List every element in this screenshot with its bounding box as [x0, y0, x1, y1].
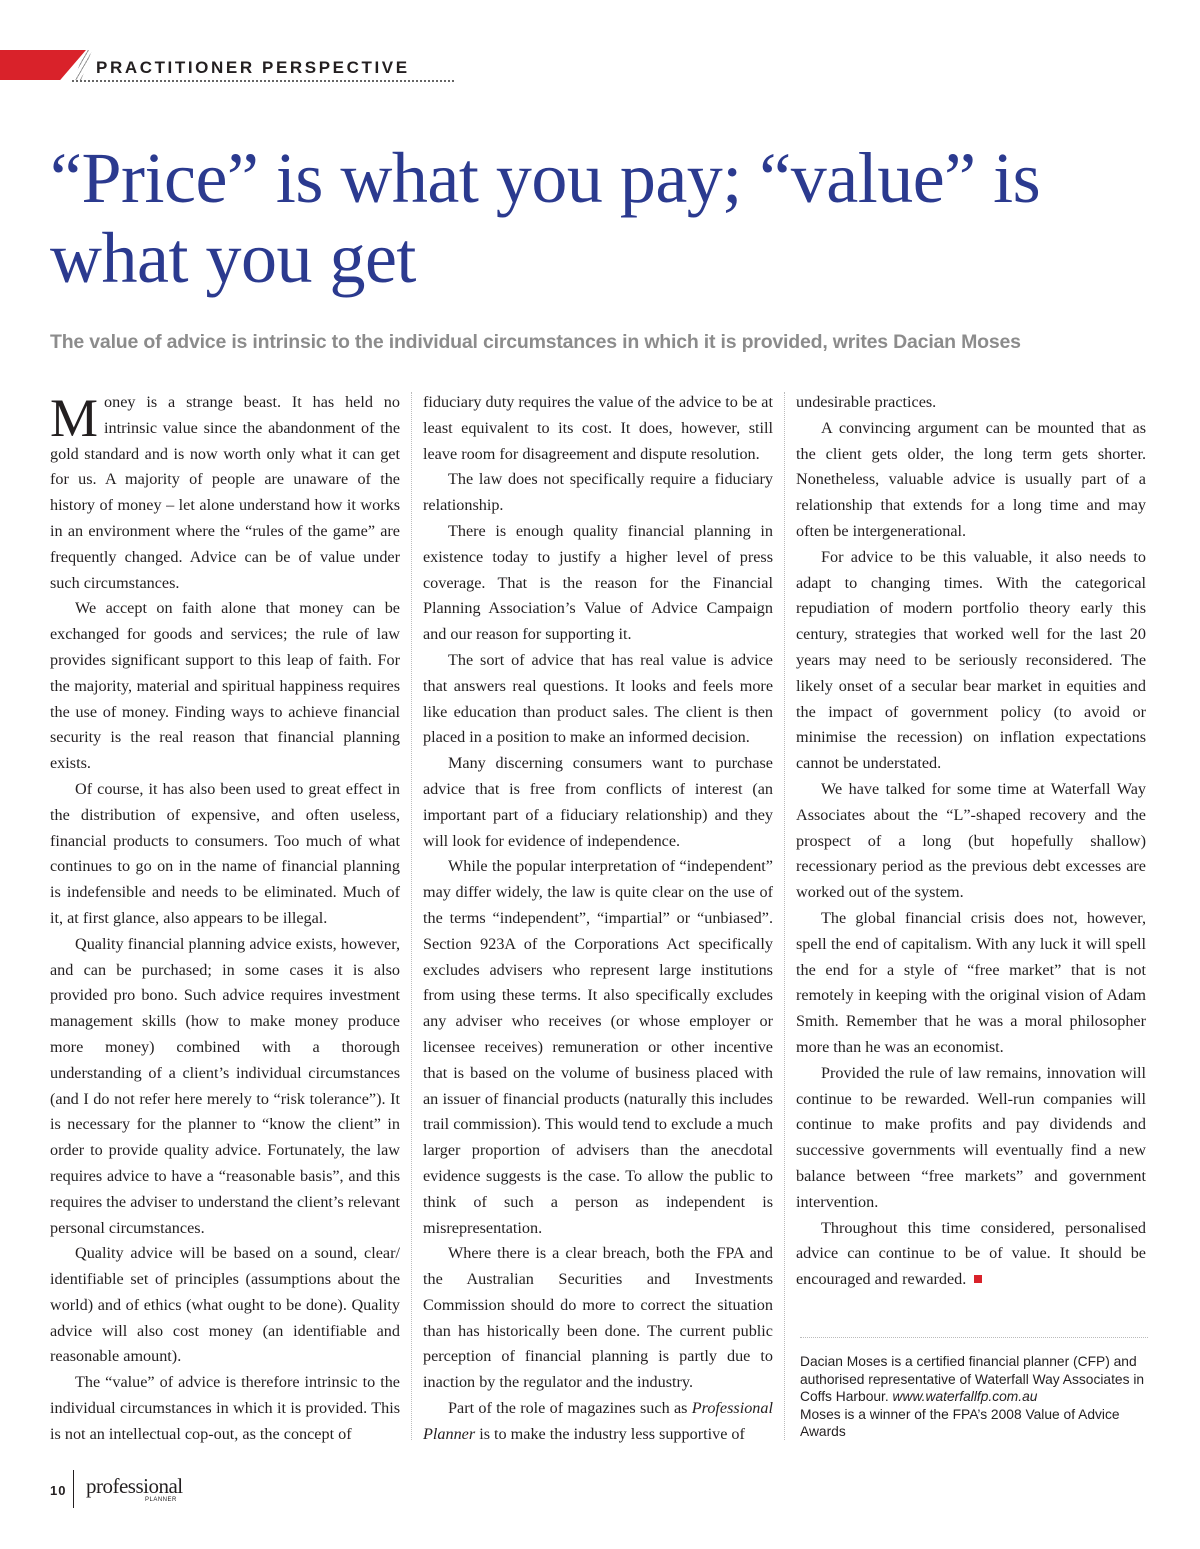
article-column-1 — [50, 390, 400, 1448]
drop-cap: M — [50, 388, 99, 448]
paragraph — [796, 1216, 1146, 1293]
paragraph: The law does not specifically require a fiduciary relationship. — [423, 470, 773, 515]
paragraph: Of course, it has also been used to great effect in the distribution of expensive, and often useless, financial products to consumers. Too much of what continues to go on in the name of financial planning is indefensible and needs to be eliminated. Much of it, at first glance, also appears to be illegal. — [50, 779, 400, 927]
article-column-3 — [796, 390, 1146, 1293]
paragraph — [423, 1396, 773, 1448]
bio-dotted-rule — [800, 1337, 1148, 1338]
section-dotted-rule — [72, 80, 454, 82]
paragraph: Quality financial planning advice exists, however, and can be purchased; in some cases it is also provided pro bono. Such advice requires investment management skills (how to make money produce more money) combined with a thorough understanding of a client’s individual circumstances (and I do not refer here merely to “risk tolerance”). It is necessary for the planner to “know the client” in order to provide quality advice. Fortunately, the law requires advice to have a “reasonable basis”, and this requires the adviser to understand the client’s relevant personal circumstances. — [50, 934, 400, 1237]
paragraph: A convincing argument can be mounted that as the client gets older, the long term gets shorter. Nonetheless, valuable advice is usually part of a relationship that extends for a long time and may often be intergenerational. — [796, 418, 1146, 540]
bio-website-link[interactable]: www.waterfallfp.com.au — [892, 1389, 1038, 1405]
paragraph: There is enough quality financial planning in existence today to justify a higher level of press coverage. That is the reason for the Financial Planning Association’s Value of Advice Campaign and our reason for supporting it. — [423, 521, 773, 644]
article-column-2 — [423, 390, 773, 1448]
column-divider — [784, 392, 785, 1440]
paragraph-text: Part of the role of magazines such as — [448, 1399, 692, 1418]
paragraph: Provided the rule of law remains, innovation will continue to be rewarded. Well-run companies will continue to make profits and pay dividends and successive governments will eventually find a new balance between “free markets” and government intervention. — [796, 1063, 1146, 1211]
section-label: PRACTITIONER PERSPECTIVE — [96, 58, 410, 77]
paragraph: The “value” of advice is therefore intrinsic to the individual circumstances in which it is provided. This is not an intellectual cop-out, as the concept of — [50, 1373, 400, 1443]
paragraph-text: Throughout this time considered, personalised advice can continue to be of value. It should be encouraged and rewarded. — [796, 1218, 1146, 1289]
paragraph: Where there is a clear breach, both the FPA and the Australian Securities and Investments Commission should do more to correct the situation than has historically been done. The current public perception of financial planning is partly due to inaction by the regulator and the industry. — [423, 1244, 773, 1392]
paragraph: While the popular interpretation of “independent” may differ widely, the law is quite clear on the use of the terms “independent”, “impartial” or “unbiased”. Section 923A of the Corporations Act specifically excludes advisers who represent large institutions from using these terms. It also specifically excludes any adviser who receives (or whose employer or licensee receives) remuneration or other incentive that is based on the volume of business placed with an issuer of financial products (naturally this includes trail commission). This would tend to exclude a much larger proportion of advisers than the anecdotal evidence suggests is the case. To allow the public to think of such a person as independent is misrepresentation. — [423, 857, 773, 1237]
section-accent-bar — [0, 50, 86, 80]
paragraph: The global financial crisis does not, however, spell the end of capitalism. With any luck it will spell the end for a style of “free market” that is not remotely in keeping with the original vision of Adam Smith. Remember that he was a moral philosopher more than he was an economist. — [796, 908, 1146, 1056]
magazine-logo-subtitle: PLANNER — [145, 1497, 177, 1503]
paragraph: Quality advice will be based on a sound, clear/ identifiable set of principles (assumptions about the world) and of ethics (what ought to be done). Quality advice will also cost money (an identifiable and reasonable amount). — [50, 1244, 400, 1366]
paragraph: fiduciary duty requires the value of the advice to be at least equivalent to its cost. It does, however, still leave room for disagreement and dispute resolution. — [423, 393, 773, 463]
magazine-logo: professional — [86, 1474, 183, 1498]
page-number: 10 — [50, 1483, 67, 1498]
paragraph: The sort of advice that has real value is advice that answers real questions. It looks and feels more like education than product sales. The client is then placed in a position to make an informed decision. — [423, 650, 773, 747]
author-bio — [800, 1353, 1150, 1441]
paragraph — [50, 390, 400, 596]
paragraph: We accept on faith alone that money can be exchanged for goods and services; the rule of law provides significant support to this leap of faith. For the majority, material and spiritual happiness requires the use of money. Finding ways to achieve financial security is the real reason that financial planning exists. — [50, 599, 400, 773]
headline: “Price” is what you pay; “value” is what you get — [50, 138, 1041, 298]
paragraph-text: oney is a strange beast. It has held no intrinsic value since the abandonment of the gold standard and is now worth only what it can get for us. A majority of people are unaware of the history of money – let alone understand how it works in an environment where the “rules of the game” are frequently changed. Advice can be of value under such circumstances. — [50, 393, 400, 592]
footer-divider — [73, 1470, 74, 1508]
bio-text: Dacian Moses is a certified financial planner (CFP) and authorised representative of Waterfall Way Associates in Coffs Harbour. — [800, 1354, 1145, 1405]
magazine-title: Professional Planner — [423, 1399, 773, 1443]
paragraph: We have talked for some time at Waterfall Way Associates about the “L”-shaped recovery and the prospect of a long (but hopefully shallow) recessionary period as the previous debt excesses are worked out of the system. — [796, 779, 1146, 902]
column-divider — [411, 392, 412, 1440]
paragraph: For advice to be this valuable, it also needs to adapt to changing times. With the categorical repudiation of modern portfolio theory early this century, strategies that worked well for the last 20 years may need to be seriously reconsidered. The likely onset of a secular bear market in equities and the impact of government policy (to avoid or minimise the recession) on inflation expectations cannot be understated. — [796, 547, 1146, 773]
paragraph: Many discerning consumers want to purchase advice that is free from conflicts of interest (an important part of a fiduciary relationship) and they will look for evidence of independence. — [423, 754, 773, 850]
end-mark-icon — [974, 1275, 982, 1283]
paragraph-text: is to make the industry less supportive of — [475, 1424, 745, 1443]
paragraph: undesirable practices. — [796, 393, 937, 411]
bio-award-text: Moses is a winner of the FPA’s 2008 Value of Advice Awards — [800, 1406, 1120, 1440]
standfirst: The value of advice is intrinsic to the individual circumstances in which it is provided, writes Dacian Moses — [50, 331, 1021, 353]
